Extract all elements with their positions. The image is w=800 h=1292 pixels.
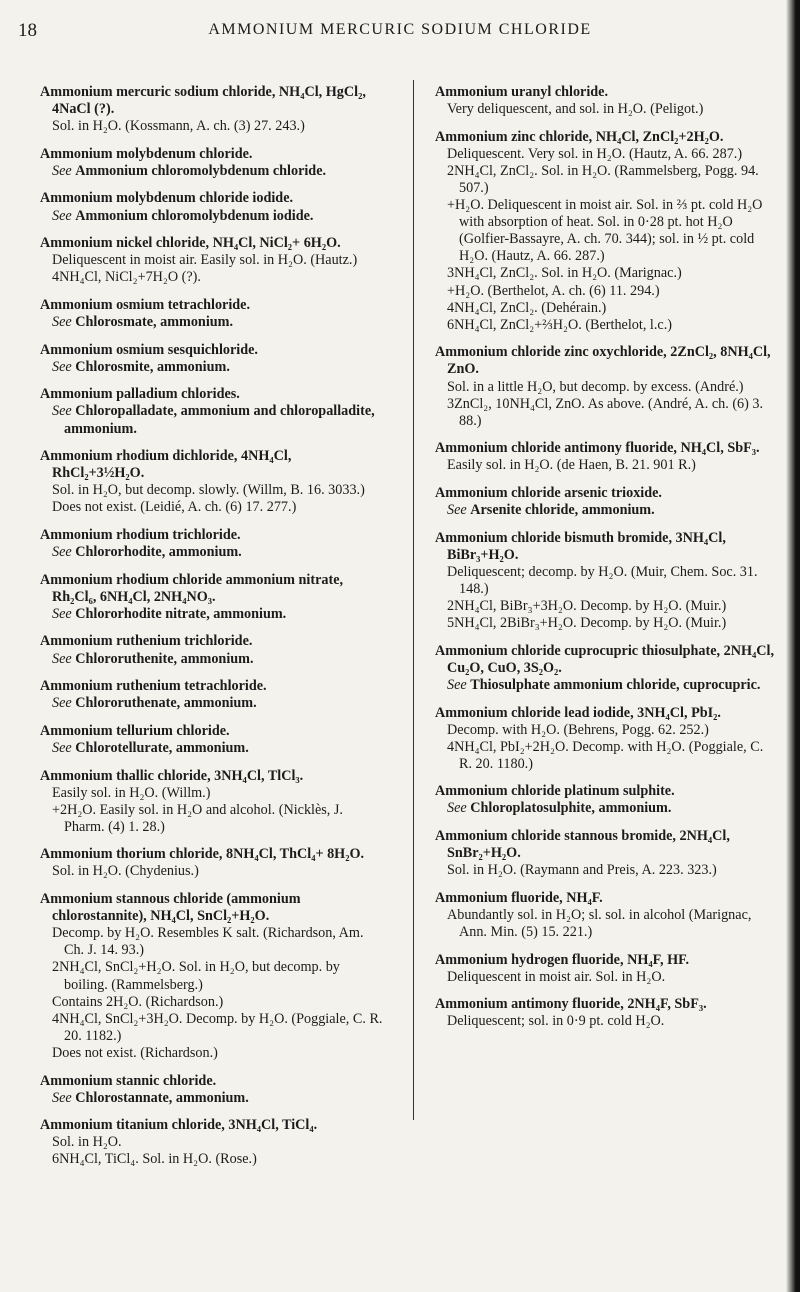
entry [435, 783, 775, 817]
entry [435, 440, 775, 474]
entry-line: Sol. in H₂O. (Kossmann, A. ch. (3) 27. 243.) [52, 118, 305, 135]
entry-line: Abundantly sol. in H₂O; sl. sol. in alcohol (Marignac, Ann. Min. (5) 15. 221.) [447, 906, 752, 941]
entry-title: Ammonium palladium chlorides. [40, 386, 240, 403]
entry-line: 3NH₄Cl, ZnCl₂. Sol. in H₂O. (Marignac.) [447, 265, 682, 282]
cross-reference [40, 544, 385, 561]
entry-title: Ammonium ruthenium trichloride. [40, 633, 253, 650]
cross-reference [435, 677, 775, 694]
entry-line: 6NH₄Cl, TiCl₄. Sol. in H₂O. (Rose.) [52, 1151, 257, 1168]
cross-reference [435, 502, 775, 519]
entry [40, 768, 385, 836]
entry [435, 485, 775, 519]
entry [435, 890, 775, 941]
entry-title: Ammonium chloride arsenic trioxide. [435, 484, 662, 501]
cross-reference-target: Ammonium chloromolybdenum iodide. [75, 207, 314, 224]
entry-line: Sol. in H₂O. (Raymann and Preis, A. 223. 323.) [447, 862, 717, 879]
entry [435, 996, 775, 1030]
entry-line: 4NH₄Cl, SnCl₂+3H₂O. Decomp. by H₂O. (Poggiale, C. R. 20. 1182.) [52, 1010, 383, 1044]
entry-line: Deliquescent in moist air. Sol. in H₂O. [447, 968, 666, 985]
see-label: See [52, 314, 72, 331]
cross-reference [40, 740, 385, 757]
entry-line: 6NH₄Cl, ZnCl₂+⅔H₂O. (Berthelot, l.c.) [447, 316, 672, 333]
entry-title: Ammonium zinc chloride, NH₄Cl, ZnCl₂+2H₂O. [435, 128, 724, 145]
entry-title: Ammonium tellurium chloride. [40, 722, 230, 739]
cross-reference-target: Chlorosmite, ammonium. [75, 358, 230, 375]
see-label: See [52, 1089, 72, 1106]
entry-line: 4NH₄Cl, NiCl₂+7H₂O (?). [52, 269, 201, 286]
entry-line: 3ZnCl₂, 10NH₄Cl, ZnO. As above. (André, A. ch. (6) 3. 88.) [447, 395, 764, 429]
entry [40, 891, 385, 1062]
entry [435, 344, 775, 429]
see-label: See [52, 162, 72, 179]
entry-line: 2NH₄Cl, BiBr₃+3H₂O. Decomp. by H₂O. (Muir.) [447, 598, 727, 615]
entry-title: Ammonium chloride stannous bromide, 2NH₄Cl, SnBr₂+H₂O. [435, 828, 730, 862]
see-label: See [52, 695, 72, 712]
entry [435, 530, 775, 633]
cross-reference-target: Chlororuthenite, ammonium. [75, 650, 254, 667]
see-label: See [52, 544, 72, 561]
entry-line: 2NH₄Cl, ZnCl₂. Sol. in H₂O. (Rammelsberg, Pogg. 94. 507.) [447, 162, 759, 196]
entry-title: Ammonium molybdenum chloride. [40, 145, 253, 162]
page-number: 18 [18, 20, 37, 41]
see-label: See [52, 358, 72, 375]
see-label: See [52, 739, 72, 756]
cross-reference [40, 606, 385, 623]
entry-title: Ammonium chloride cuprocupric thiosulphate, 2NH₄Cl, Cu₂O, CuO, 3S₂O₂. [435, 642, 774, 676]
cross-reference [40, 163, 385, 180]
cross-reference-target: Chloroplatosulphite, ammonium. [470, 800, 672, 817]
entry-line: +H₂O. Deliquescent in moist air. Sol. in ⅔ pt. cold H₂O with absorption of heat. Sol. in 0·28 pt. hot H₂O (Golfier-Bassayre, A. ch. 70. 344); sol. in ½ pt. cold H₂O. (Hautz, A. 66. 287.) [447, 197, 763, 265]
right-column [435, 84, 775, 1041]
entry [435, 643, 775, 694]
entry [435, 705, 775, 773]
cross-reference-target: Chlorotellurate, ammonium. [75, 739, 249, 756]
entry-title: Ammonium stannic chloride. [40, 1072, 217, 1089]
entry-line: Decomp. with H₂O. (Behrens, Pogg. 62. 252.) [447, 721, 709, 738]
entry-title: Ammonium chloride lead iodide, 3NH₄Cl, PbI₂. [435, 704, 721, 721]
cross-reference-target: Ammonium chloromolybdenum chloride. [75, 162, 327, 179]
entry-line: Deliquescent in moist air. Easily sol. in H₂O. (Hautz.) [52, 252, 358, 269]
entry-line: Easily sol. in H₂O. (de Haen, B. 21. 901 R.) [447, 457, 696, 474]
entry [40, 297, 385, 331]
entry-line: Sol. in H₂O. (Chydenius.) [52, 863, 199, 880]
entry-line: Decomp. by H₂O. Resembles K salt. (Richardson, Am. Ch. J. 14. 93.) [52, 925, 364, 959]
entry [435, 129, 775, 334]
cross-reference [40, 403, 385, 437]
entry [435, 828, 775, 879]
see-label: See [447, 502, 467, 519]
entry [40, 723, 385, 757]
entry-title: Ammonium ruthenium tetrachloride. [40, 678, 267, 695]
cross-reference [40, 1090, 385, 1107]
cross-reference-target: Chlorosmate, ammonium. [75, 314, 234, 331]
see-label: See [52, 207, 72, 224]
entry [40, 235, 385, 286]
entry-line: 4NH₄Cl, ZnCl₂. (Dehérain.) [447, 299, 607, 316]
cross-reference [40, 359, 385, 376]
entry-title: Ammonium thorium chloride, 8NH₄Cl, ThCl₄+ 8H₂O. [40, 846, 365, 863]
entry [40, 633, 385, 667]
entry [40, 1073, 385, 1107]
entry-title: Ammonium hydrogen fluoride, NH₄F, HF. [435, 951, 690, 968]
entry-line: Easily sol. in H₂O. (Willm.) [52, 784, 211, 801]
entry [435, 952, 775, 986]
entry [435, 84, 775, 118]
entry [40, 527, 385, 561]
cross-reference-target: Arsenite chloride, ammonium. [470, 502, 655, 519]
entry-title: Ammonium uranyl chloride. [435, 84, 609, 100]
see-label: See [52, 403, 72, 420]
entry-title: Ammonium fluoride, NH₄F. [435, 889, 603, 906]
cross-reference-target: Chlororuthenate, ammonium. [75, 695, 257, 712]
entry [40, 572, 385, 623]
entry [40, 1117, 385, 1168]
see-label: See [52, 650, 72, 667]
entry-line: Deliquescent. Very sol. in H₂O. (Hautz, A. 66. 287.) [447, 145, 743, 162]
cross-reference [40, 651, 385, 668]
entry-title: Ammonium osmium sesquichloride. [40, 341, 258, 358]
column-divider [413, 80, 414, 1120]
entry-line: Sol. in a little H₂O, but decomp. by excess. (André.) [447, 378, 744, 395]
cross-reference-target: Thiosulphate ammonium chloride, cuprocupric. [470, 676, 761, 693]
entry-line: Sol. in H₂O, but decomp. slowly. (Willm, B. 16. 3033.) [52, 482, 365, 499]
entry [40, 190, 385, 224]
entry-line: 4NH₄Cl, PbI₂+2H₂O. Decomp. with H₂O. (Poggiale, C. R. 20. 1180.) [447, 738, 764, 772]
entry-title: Ammonium stannous chloride (ammonium chlorostannite), NH₄Cl, SnCl₂+H₂O. [40, 891, 301, 925]
cross-reference-target: Chlororhodite nitrate, ammonium. [75, 605, 287, 622]
entry-line: Does not exist. (Leidié, A. ch. (6) 17. 277.) [52, 499, 297, 516]
entry-title: Ammonium nickel chloride, NH₄Cl, NiCl₂+ 6H₂O. [40, 235, 341, 252]
entry-title: Ammonium chloride antimony fluoride, NH₄Cl, SbF₃. [435, 440, 760, 457]
see-label: See [52, 605, 72, 622]
cross-reference [40, 314, 385, 331]
entry-line: Deliquescent; decomp. by H₂O. (Muir, Chem. Soc. 31. 148.) [447, 563, 758, 597]
running-head: AMMONIUM MERCURIC SODIUM CHLORIDE [208, 21, 592, 38]
entry-line: +H₂O. (Berthelot, A. ch. (6) 11. 294.) [447, 282, 660, 299]
entry [40, 84, 385, 135]
entry-line: Very deliquescent, and sol. in H₂O. (Peligot.) [447, 101, 704, 118]
entry [40, 846, 385, 880]
entry-title: Ammonium osmium tetrachloride. [40, 296, 251, 313]
entry-title: Ammonium mercuric sodium chloride, NH₄Cl, HgCl₂, 4NaCl (?). [40, 84, 366, 118]
entry [40, 678, 385, 712]
entry-line: Does not exist. (Richardson.) [52, 1044, 218, 1061]
see-label: See [447, 676, 467, 693]
entry-title: Ammonium rhodium dichloride, 4NH₄Cl, RhCl₂+3½H₂O. [40, 448, 292, 482]
entry-line: 2NH₄Cl, SnCl₂+H₂O. Sol. in H₂O, but decomp. by boiling. (Rammelsberg.) [52, 959, 340, 993]
entry-title: Ammonium thallic chloride, 3NH₄Cl, TlCl₃. [40, 767, 304, 784]
entry-title: Ammonium rhodium trichloride. [40, 526, 241, 543]
cross-reference [40, 695, 385, 712]
see-label: See [447, 800, 467, 817]
cross-reference-target: Chlororhodite, ammonium. [75, 544, 242, 561]
cross-reference [435, 800, 775, 817]
page-edge-shadow [786, 0, 800, 1292]
entry-title: Ammonium molybdenum chloride iodide. [40, 190, 294, 207]
entry-title: Ammonium chloride platinum sulphite. [435, 783, 675, 800]
entry [40, 386, 385, 437]
entry [40, 146, 385, 180]
left-column [40, 84, 385, 1179]
entry [40, 448, 385, 516]
entry-title: Ammonium rhodium chloride ammonium nitrate, Rh₂Cl₆, 6NH₄Cl, 2NH₄NO₃. [40, 571, 344, 605]
entry-title: Ammonium titanium chloride, 3NH₄Cl, TiCl₄. [40, 1117, 318, 1134]
entry-line: +2H₂O. Easily sol. in H₂O and alcohol. (Nicklès, J. Pharm. (4) 1. 28.) [52, 801, 343, 835]
entry [40, 342, 385, 376]
entry-title: Ammonium chloride bismuth bromide, 3NH₄Cl, BiBr₃+H₂O. [435, 529, 726, 563]
cross-reference-target: Chloropalladate, ammonium and chloropalladite, ammonium. [64, 403, 375, 437]
cross-reference-target: Chlorostannate, ammonium. [75, 1089, 249, 1106]
page-header [0, 8, 800, 48]
entry-line: Contains 2H₂O. (Richardson.) [52, 993, 224, 1010]
entry-line: Deliquescent; sol. in 0·9 pt. cold H₂O. [447, 1013, 665, 1030]
entry-line: Sol. in H₂O. [52, 1134, 122, 1151]
entry-line: 5NH₄Cl, 2BiBr₃+H₂O. Decomp. by H₂O. (Muir.) [447, 615, 727, 632]
entry-title: Ammonium chloride zinc oxychloride, 2ZnCl₂, 8NH₄Cl, ZnO. [435, 344, 771, 378]
cross-reference [40, 208, 385, 225]
entry-title: Ammonium antimony fluoride, 2NH₄F, SbF₃. [435, 996, 707, 1013]
